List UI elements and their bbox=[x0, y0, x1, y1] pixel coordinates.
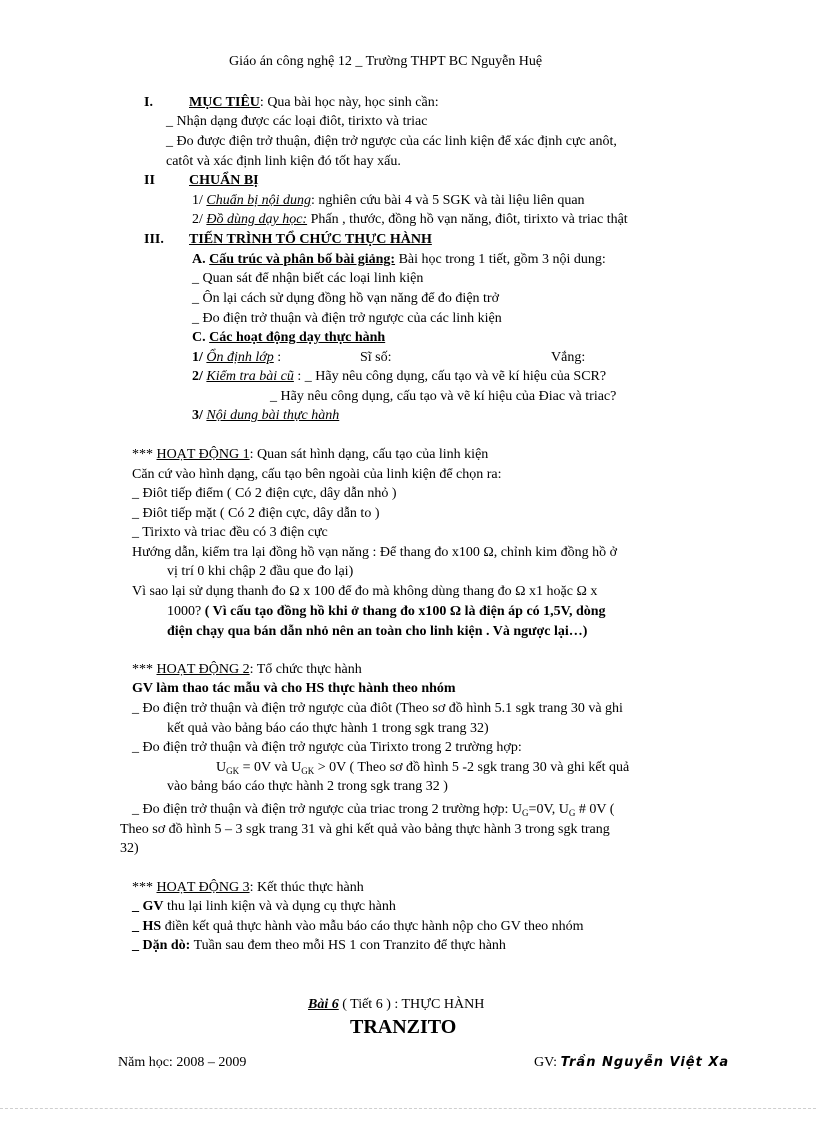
section-3-A-item-3: _ Đo điện trở thuận và điện trở ngược của các linh kiện bbox=[192, 311, 502, 326]
section-1-intro: Qua bài học này, học sinh cần: bbox=[263, 95, 439, 110]
hd3-l1-label: GV bbox=[142, 899, 164, 914]
section-1-line-2: _ Đo được điện trở thuận, điện trở ngược của các linh kiện để xác định cực anôt, bbox=[166, 134, 617, 149]
activity-1-heading bbox=[132, 446, 488, 464]
lesson-6-heading bbox=[308, 996, 484, 1014]
hd3-l3-rest: Tuần sau đem theo mỗi HS 1 con Tranzito để thực hành bbox=[190, 938, 506, 953]
section-3-title: TIẾN TRÌNH TỔ CHỨC THỰC HÀNH bbox=[189, 232, 432, 247]
hd3-label: HOẠT ĐỘNG 3 bbox=[156, 880, 250, 895]
teacher-line bbox=[534, 1054, 729, 1072]
activity-1-line-7: Vì sao lại sử dụng thanh đo Ω x 100 để đo mà không dùng thang đo Ω x1 hoặc Ω x bbox=[132, 584, 598, 599]
hd3-l1-rest: thu lại linh kiện và và dụng cụ thực hành bbox=[163, 899, 396, 914]
activity-2-line-4: _ Đo điện trở thuận và điện trở ngược của Tirixto trong 2 trường hợp: bbox=[132, 740, 522, 755]
section-3-number: III. bbox=[144, 232, 164, 247]
section-2-number: II bbox=[144, 173, 155, 188]
hd2-l5-sub2: GK bbox=[301, 766, 315, 776]
hd1-stars: *** bbox=[132, 447, 157, 462]
school-year: Năm học: 2008 – 2009 bbox=[118, 1055, 247, 1070]
s2-l1-label: Chuẩn bị nội dung bbox=[206, 193, 312, 208]
s2-l1-rest: : nghiên cứu bài 4 và 5 SGK và tài liệu liên quan bbox=[311, 193, 585, 208]
section-1-number: I. bbox=[144, 95, 153, 110]
hd2-l7-sub2: G bbox=[568, 808, 576, 818]
s2-l2-rest: Phấn , thước, đồng hồ vạn năng, điôt, tirixto và triac thật bbox=[307, 212, 628, 227]
s2-l1-pre: 1/ bbox=[192, 193, 207, 208]
activity-3-line-2 bbox=[132, 918, 584, 936]
hd2-l7-a: _ Đo điện trở thuận và điện trở ngược của triac trong 2 trường hợp: U bbox=[132, 802, 523, 817]
s3-C1-rest: : bbox=[273, 350, 282, 365]
section-3-C bbox=[192, 329, 385, 347]
section-3-A-item-2: _ Ôn lại cách sử dụng đồng hồ vạn năng để đo điện trở bbox=[192, 291, 499, 306]
absent-label: Vắng: bbox=[551, 350, 586, 365]
hd3-l2-rest: điền kết quả thực hành vào mẫu báo cáo thực hành nộp cho GV theo nhóm bbox=[161, 919, 584, 934]
s2-l2-label: Đồ dùng dạy học: bbox=[206, 212, 308, 227]
activity-2-heading bbox=[132, 661, 362, 679]
activity-1-line-1: Căn cứ vào hình dạng, cấu tạo bên ngoài của linh kiện để chọn ra: bbox=[132, 467, 502, 482]
hd3-rest: : Kết thúc thực hành bbox=[249, 880, 364, 895]
section-2-title: CHUẨN BỊ bbox=[189, 173, 259, 188]
activity-2-line-7 bbox=[132, 801, 614, 819]
hd3-l3-label: Dặn dò: bbox=[142, 938, 191, 953]
section-3-C-3 bbox=[192, 407, 339, 425]
hd3-l2-pre: _ bbox=[132, 919, 143, 934]
hd2-label: HOẠT ĐỘNG 2 bbox=[156, 662, 250, 677]
section-1-colon: : bbox=[259, 95, 264, 110]
lesson-6-label: Bài 6 bbox=[308, 997, 339, 1012]
teacher-label: GV: bbox=[534, 1055, 561, 1070]
s3-A-label: Cấu trúc và phân bố bài giảng: bbox=[209, 252, 396, 267]
activity-3-heading bbox=[132, 879, 364, 897]
section-1-line-3: catôt và xác định linh kiện đó tốt hay xấu. bbox=[166, 154, 401, 169]
section-3-C-1 bbox=[192, 349, 281, 367]
section-1-line-1: _ Nhận dạng được các loại điôt, tirixto và triac bbox=[166, 114, 428, 129]
activity-1-line-5: Hướng dẫn, kiểm tra lại đồng hồ vạn năng : Để thang đo x100 Ω, chỉnh kim đồng hồ ở bbox=[132, 545, 618, 560]
section-3-C-2 bbox=[192, 368, 606, 386]
section-2-line-1 bbox=[192, 192, 585, 210]
hd2-rest: : Tổ chức thực hành bbox=[249, 662, 362, 677]
section-1-heading bbox=[189, 94, 439, 112]
section-2-line-2 bbox=[192, 211, 628, 229]
s3-A-pre: A. bbox=[192, 252, 210, 267]
attendance-label: Sĩ số: bbox=[360, 350, 392, 365]
s3-C1-label: Ổn định lớp bbox=[206, 350, 274, 365]
activity-1-line-6: vị trí 0 khi chập 2 đầu que đo lại) bbox=[167, 564, 354, 579]
hd2-l7-sub1: G bbox=[522, 808, 529, 818]
section-1-title: MỤC TIÊU bbox=[189, 95, 260, 110]
s3-C2-pre: 2/ bbox=[192, 369, 207, 384]
lesson-6-rest: ( Tiết 6 ) : THỰC HÀNH bbox=[338, 997, 485, 1012]
page-bottom-rule bbox=[0, 1108, 816, 1109]
activity-2-line-8: Theo sơ đồ hình 5 – 3 sgk trang 31 và ghi kết quả vào bảng thực hành 3 trong sgk trang bbox=[120, 822, 610, 837]
hd2-l5-u1: U bbox=[216, 760, 227, 775]
s3-C-label: Các hoạt động dạy thực hành bbox=[209, 330, 386, 345]
hd2-l5-m1: = 0V và U bbox=[239, 760, 302, 775]
hd2-l5-m2: > 0V ( Theo sơ đồ hình 5 -2 sgk trang 30 và ghi kết quả bbox=[314, 760, 630, 775]
activity-3-line-3 bbox=[132, 937, 506, 955]
activity-1-line-8 bbox=[167, 603, 606, 621]
s3-C2-rest: : _ Hãy nêu công dụng, cấu tạo và vẽ kí hiệu của SCR? bbox=[293, 369, 607, 384]
activity-2-line-2: _ Đo điện trở thuận và điện trở ngược của điôt (Theo sơ đồ hình 5.1 sgk trang 30 và ghi bbox=[132, 701, 623, 716]
activity-2-line-3: kết quả vào bảng báo cáo thực hành 1 trong sgk trang 32) bbox=[167, 721, 489, 736]
s3-C-pre: C. bbox=[192, 330, 210, 345]
hd2-stars: *** bbox=[132, 662, 157, 677]
hd1-rest: : Quan sát hình dạng, cấu tạo của linh kiện bbox=[249, 447, 489, 462]
activity-2-line-5 bbox=[216, 759, 629, 777]
s3-C3-pre: 3/ bbox=[192, 408, 207, 423]
activity-1-line-3: _ Điôt tiếp mặt ( Có 2 điện cực, dây dẫn to ) bbox=[132, 506, 380, 521]
hd2-l5-sub1: GK bbox=[226, 766, 240, 776]
activity-1-line-2: _ Điôt tiếp điểm ( Có 2 điện cực, dây dẫn nhỏ ) bbox=[132, 486, 397, 501]
hd2-l7-c: # 0V ( bbox=[575, 802, 615, 817]
activity-2-line-9: 32) bbox=[120, 841, 139, 856]
activity-1-line-4: _ Tirixto và triac đều có 3 điện cực bbox=[132, 525, 328, 540]
hd3-l3-pre: _ bbox=[132, 938, 143, 953]
lesson-6-title: TRANZITO bbox=[350, 1016, 457, 1038]
s2-l2-pre: 2/ bbox=[192, 212, 207, 227]
activity-2-line-6: vào bảng báo cáo thực hành 2 trong sgk trang 32 ) bbox=[167, 779, 448, 794]
hd3-stars: *** bbox=[132, 880, 157, 895]
s3-C3-label: Nội dung bài thực hành bbox=[206, 408, 340, 423]
activity-3-line-1 bbox=[132, 898, 396, 916]
hd2-l7-b: =0V, U bbox=[528, 802, 569, 817]
activity-2-line-1: GV làm thao tác mẫu và cho HS thực hành theo nhóm bbox=[132, 681, 456, 696]
hd1-l8-answer: ( Vì cấu tạo đồng hồ khi ở thang đo x100 Ω là điện áp có 1,5V, dòng bbox=[204, 604, 606, 619]
section-3-A bbox=[192, 251, 606, 269]
activity-1-line-9: điện chạy qua bán dẫn nhỏ nên an toàn cho linh kiện . Và ngược lại…) bbox=[167, 624, 588, 639]
page-header: Giáo án công nghệ 12 _ Trường THPT BC Nguyễn Huệ bbox=[229, 54, 543, 69]
s3-A-rest: Bài học trong 1 tiết, gồm 3 nội dung: bbox=[395, 252, 606, 267]
hd3-l2-label: HS bbox=[142, 919, 162, 934]
section-3-A-item-1: _ Quan sát để nhận biết các loại linh kiện bbox=[192, 271, 424, 286]
teacher-signature: Trần Nguyễn Việt Xa bbox=[560, 1055, 730, 1070]
s3-C1-pre: 1/ bbox=[192, 350, 207, 365]
hd1-l8-question: 1000? bbox=[167, 604, 205, 619]
section-3-C-2b: _ Hãy nêu công dụng, cấu tạo và vẽ kí hiệu của Điac và triac? bbox=[270, 389, 617, 404]
hd3-l1-pre: _ bbox=[132, 899, 143, 914]
hd1-label: HOẠT ĐỘNG 1 bbox=[156, 447, 250, 462]
s3-C2-label: Kiểm tra bài cũ bbox=[206, 369, 294, 384]
